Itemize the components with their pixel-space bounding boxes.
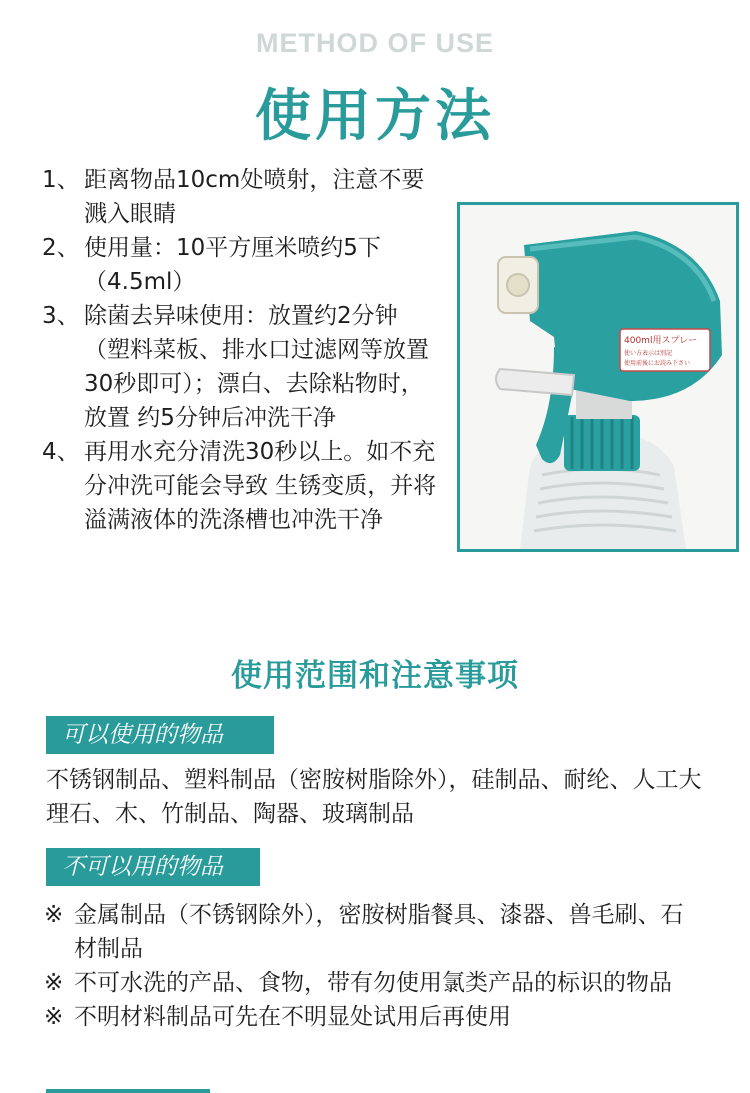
step-number: 2、 [42,235,80,261]
usable-items-text: 不锈钢制品、塑料制品（密胺树脂除外），硅制品、耐纶、人工大理石、木、竹制品、陶器、玻璃制品 [46,767,702,827]
next-section-tag-edge [46,1089,210,1093]
spray-bottle-photo [457,202,739,552]
page-title: 使用方法 [255,84,495,149]
spray-trigger-illustration [460,205,736,549]
note-mark: ※ [44,970,64,996]
usage-step [42,435,442,537]
step-text: 再用水充分清洗30秒以上。如不充分冲洗可能会导致 生锈变质，并将溢满液体的洗涤槽也冲洗干净 [84,439,437,533]
photo-label-line3: 使用前後にお読み下さい [624,360,691,367]
caution-note [44,1000,706,1034]
step-number: 1、 [42,167,80,193]
step-number: 4、 [42,439,80,465]
note-text: 不可水洗的产品、食物，带有勿使用氯类产品的标识的物品 [74,970,672,996]
note-text: 不明材料制品可先在不明显处试用后再使用 [74,1004,511,1030]
scope-section-title: 使用范围和注意事项 [231,658,519,694]
usage-step [42,231,442,299]
photo-label-line2: 使い方表示は別記 [624,350,673,357]
usage-steps-list [42,163,442,537]
usage-step [42,299,442,435]
note-mark: ※ [44,902,64,928]
step-text: 使用量：10平方厘米喷约5下（4.5ml） [84,235,381,295]
not-usable-items-tag: 不可以用的物品 [46,848,260,886]
usage-step [42,163,442,231]
method-of-use-eyebrow: METHOD OF USE [255,28,494,58]
photo-label-line1: 400ml用スプレー [624,336,698,346]
caution-note [44,898,706,966]
step-text: 距离物品10cm处喷射，注意不要溅入眼睛 [84,167,425,227]
note-mark: ※ [44,1004,64,1030]
step-text: 除菌去异味使用：放置约2分钟（塑料菜板、排水口过滤网等放置30秒即可）；漂白、去除粘物时，放置 约5分钟后冲洗干净 [84,303,429,431]
note-text: 金属制品（不锈钢除外），密胺树脂餐具、漆器、兽毛刷、石材制品 [74,902,684,962]
caution-note [44,966,706,1000]
caution-notes-list [44,898,706,1034]
step-number: 3、 [42,303,80,329]
usable-items-tag: 可以使用的物品 [46,716,274,754]
